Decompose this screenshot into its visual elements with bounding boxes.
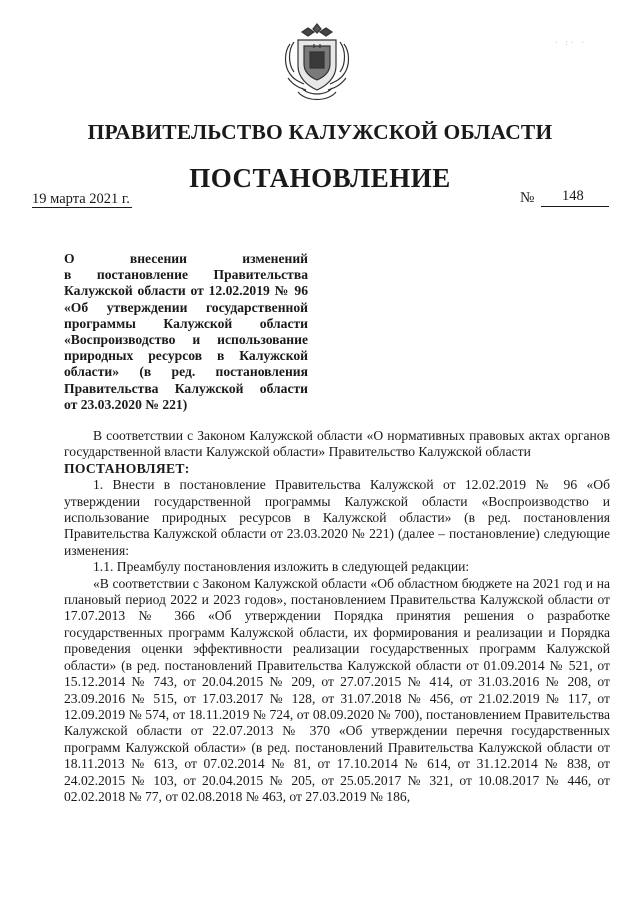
number-label: № xyxy=(520,190,535,206)
faint-stamp-mark: · :· · xyxy=(555,38,588,47)
item-1-1-paragraph: 1.1. Преамбулу постановления изложить в следующей редакции: xyxy=(93,559,470,575)
coat-of-arms-emblem xyxy=(280,22,354,104)
subject-line: природных ресурсов в Калужской xyxy=(64,348,308,364)
subject-line: Правительства Калужской области xyxy=(64,380,308,396)
subject-line: «Об утверждении государственной xyxy=(64,299,308,315)
number-underline xyxy=(541,206,609,207)
document-number: 148 xyxy=(562,188,584,204)
decree-word: ПОСТАНОВЛЯЕТ: xyxy=(64,460,190,476)
subject-line: программы Калужской области xyxy=(64,315,308,331)
subject-line: в постановление Правительства xyxy=(64,267,308,283)
document-type-title: ПОСТАНОВЛЕНИЕ xyxy=(189,163,451,193)
subject-line: от 23.03.2020 № 221) xyxy=(64,396,188,412)
subject-line: «Воспроизводство и использование xyxy=(64,332,308,348)
subject-line: Калужской области от 12.02.2019 № 96 xyxy=(64,283,308,299)
item-1-paragraph: 1. Внести в постановление Правительства Калужской от 12.02.2019 № 96 «Об утверждении государственной программы Калужской области «Воспроизводство и использование природных ресурсов в Калужской области» (в ред. постановления Правительства Калужской области от 23.03.2020 № 221) (далее – постановление) следующие изменения: xyxy=(64,477,610,558)
intro-paragraph: В соответствии с Законом Калужской области «О нормативных правовых актах органов государственной власти Калужской области» Правительство Калужской области xyxy=(64,428,610,460)
government-title: ПРАВИТЕЛЬСТВО КАЛУЖСКОЙ ОБЛАСТИ xyxy=(87,120,553,144)
document-date: 19 марта 2021 г. xyxy=(32,191,130,207)
subject-line: области» (в ред. постановления xyxy=(64,364,308,380)
subject-line: О внесении изменений xyxy=(64,251,308,266)
document-body xyxy=(64,428,610,805)
quoted-preamble-paragraph: «В соответствии с Законом Калужской области «Об областном бюджете на 2021 год и на плановый период 2022 и 2023 годов», постановлением Правительства Калужской области от 17.07.2013 № 366 «Об утверждении Порядка принятия решения о разработке государственных программ Калужской области, их формирования и реализации и Порядка проведения оценки эффективности реализации государственных программ Калужской области» (в ред. постановлений Правительства Калужской области от 01.09.2014 № 521, от 15.12.2014 № 743, от 20.04.2015 № 209, от 27.07.2015 № 414, от 31.03.2016 № 208, от 23.09.2016 № 515, от 17.03.2017 № 128, от 31.07.2018 № 456, от 21.02.2019 № 117, от 12.09.2019 № 574, от 18.11.2019 № 724, от 08.09.2020 № 700), постановлением Правительства Калужской области от 22.07.2013 № 370 «Об утверждении перечня государственных программ Калужской области» (в ред. постановлений Правительства Калужской области от 18.11.2013 № 613, от 07.02.2014 № 81, от 17.10.2014 № 614, от 31.12.2014 № 838, от 24.02.2015 № 103, от 20.04.2015 № 205, от 25.05.2017 № 321, от 10.08.2017 № 446, от 02.02.2018 № 77, от 02.08.2018 № 463, от 27.03.2019 № 186, xyxy=(64,575,610,804)
subject-block xyxy=(64,251,308,413)
